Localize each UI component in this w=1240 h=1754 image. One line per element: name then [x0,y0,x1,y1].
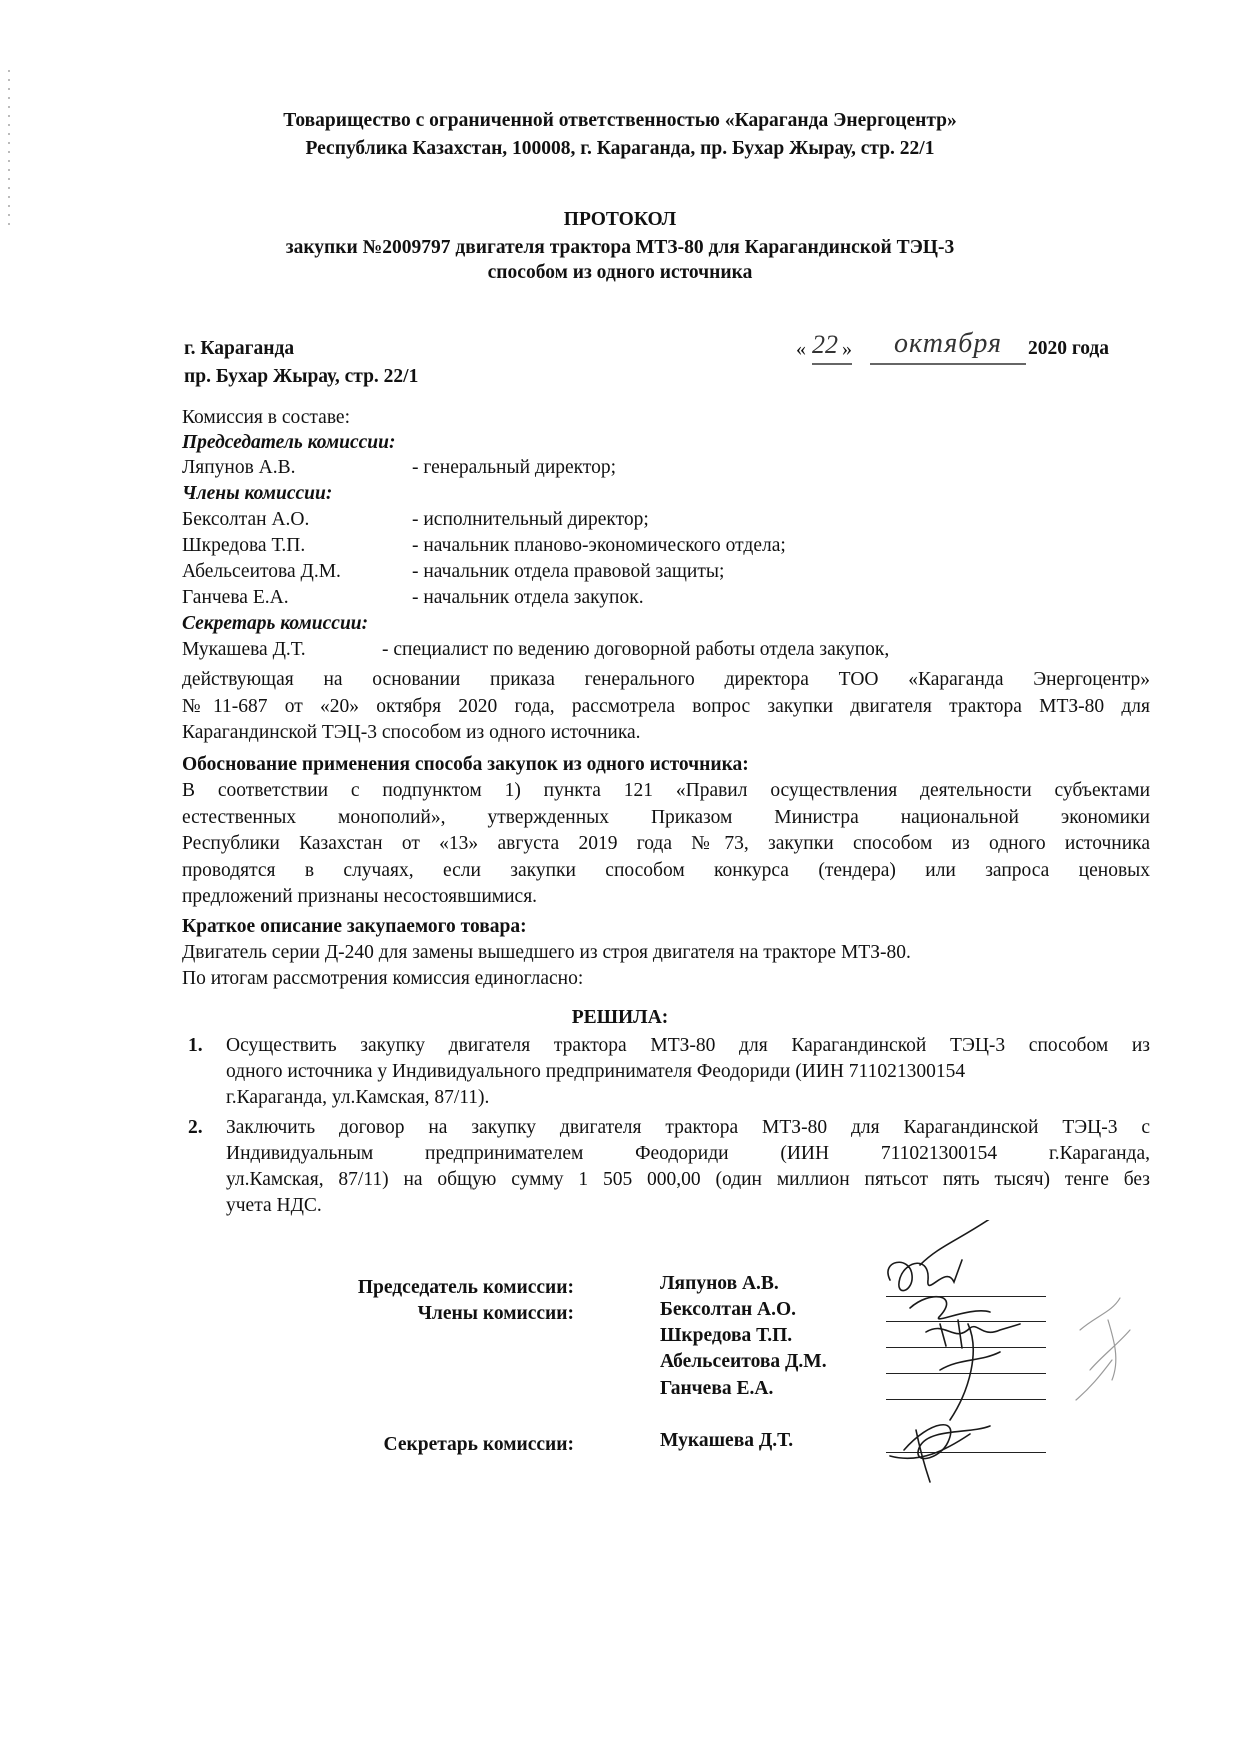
date-close-quote: » [842,338,852,360]
description-text: Двигатель серии Д-240 для замены вышедшего из строя двигателя на тракторе МТЗ-80. [182,942,911,963]
chair-heading: Председатель комиссии: [182,432,396,453]
decision-line: Индивидуальным предпринимателем Феодориди (ИИН 711021300154 г.Караганда, [226,1143,1150,1164]
place-address: пр. Бухар Жырау, стр. 22/1 [184,366,419,387]
date-month-handwritten: октября [894,328,1003,359]
member-row [182,534,786,558]
document-subtitle-line-1: закупки №2009797 двигателя трактора МТЗ-80 для Карагандинской ТЭЦ-3 [285,237,955,258]
signatory-name: Ляпунов А.В. [660,1273,779,1294]
secretary-row [182,638,890,662]
paragraph-line: действующая на основании приказа генерального директора ТОО «Караганда Энергоцентр» [182,669,1150,690]
decision-line: ул.Камская, 87/11) на общую сумму 1 505 000,00 (один миллион пятьсот пять тысяч) тенге без [226,1169,1150,1190]
paragraph-line: В соответствии с подпунктом 1) пункта 121 «Правил осуществления деятельности субъектами [182,780,1150,801]
member-row [182,508,649,532]
chair-row [182,456,617,480]
document-date [796,330,1142,370]
decision-line: Заключить договор на закупку двигателя трактора МТЗ-80 для Карагандинской ТЭЦ-3 с [226,1117,1150,1138]
description-heading: Краткое описание закупаемого товара: [182,916,527,937]
member-row [182,586,644,610]
paragraph-line: №11-687 от «20» октября 2020 года, рассмотрела вопрос закупки двигателя трактора МТЗ-80 для [182,695,1150,717]
member-role: - начальник отдела правовой защиты; [412,561,725,582]
signatory-name: Ганчева Е.А. [660,1378,774,1399]
paragraph-line: естественных монополий», утвержденных Приказом Министра национальной экономики [182,806,1150,828]
member-role: - специалист по ведению договорной работы отдела закупок, [382,639,890,660]
signatory-name: Бексолтан А.О. [660,1299,797,1320]
decision-line: учета НДС. [226,1195,322,1216]
signature-label-members: Члены комиссии: [417,1303,574,1324]
member-name: Абельсеитова Д.М. [182,561,341,582]
decision-item [182,1115,1150,1223]
decision-line: Осуществить закупку двигателя трактора МТЗ-80 для Карагандинской ТЭЦ-3 способом из [226,1035,1150,1056]
paragraph-line: предложений признаны несостоявшимися. [182,886,538,907]
justification-heading: Обоснование применения способа закупок из одного источника: [182,754,749,775]
member-name: Шкредова Т.П. [182,535,306,556]
member-role: - генеральный директор; [412,457,617,478]
decision-number: 1. [188,1035,203,1056]
justification-paragraph [182,778,1150,911]
secretary-signatory-name: Мукашева Д.Т. [660,1430,794,1451]
date-day-handwritten: 22 [812,330,838,359]
paragraph-line: Республики Казахстан от «13» августа 2019 года №73, закупки способом из одного источника [182,833,1150,854]
document-title: ПРОТОКОЛ [563,209,677,230]
member-name: Мукашева Д.Т. [182,639,306,660]
signatory-name: Шкредова Т.П. [660,1325,793,1346]
organization-address: Республика Казахстан, 100008, г. Караганда, пр. Бухар Жырау, стр. 22/1 [305,138,935,159]
signature-label-secretary: Секретарь комиссии: [383,1434,574,1455]
member-name: Бексолтан А.О. [182,509,310,530]
member-role: - начальник планово-экономического отдела; [412,535,786,556]
paragraph-line: проводятся в случаях, если закупки способом конкурса (тендера) или запроса ценовых [182,859,1150,881]
member-row [182,560,725,584]
secretary-heading: Секретарь комиссии: [182,613,369,634]
organization-name: Товарищество с ограниченной ответственностью «Караганда Энергоцентр» [283,110,957,131]
date-open-quote: « [796,338,806,360]
basis-paragraph [182,667,1150,747]
document-subtitle-line-2: способом из одного источника [487,262,753,283]
signatory-name: Абельсеитова Д.М. [660,1351,827,1372]
paragraph-line: Карагандинской ТЭЦ-3 способом из одного источника. [182,722,641,743]
signature-label-chair: Председатель комиссии: [357,1277,574,1298]
member-name: Ганчева Е.А. [182,587,289,608]
member-name: Ляпунов А.В. [182,457,296,478]
date-year: 2020 года [1028,338,1110,359]
member-role: - начальник отдела закупок. [412,587,644,608]
outcome-text: По итогам рассмотрения комиссия единогласно: [182,968,584,989]
date-underline [796,330,1142,370]
decision-line: г.Караганда, ул.Камская, 87/11). [226,1087,490,1108]
members-heading: Члены комиссии: [182,483,333,504]
decision-number: 2. [188,1117,203,1138]
decision-item [182,1033,1150,1113]
member-role: - исполнительный директор; [412,509,649,530]
decision-heading: РЕШИЛА: [571,1007,669,1028]
handwritten-signatures [850,1220,1210,1520]
place-city: г. Караганда [184,338,295,359]
decision-line: одного источника у Индивидуального предпринимателя Феодориди (ИИН 711021300154 [226,1061,966,1082]
commission-intro: Комиссия в составе: [182,407,350,428]
